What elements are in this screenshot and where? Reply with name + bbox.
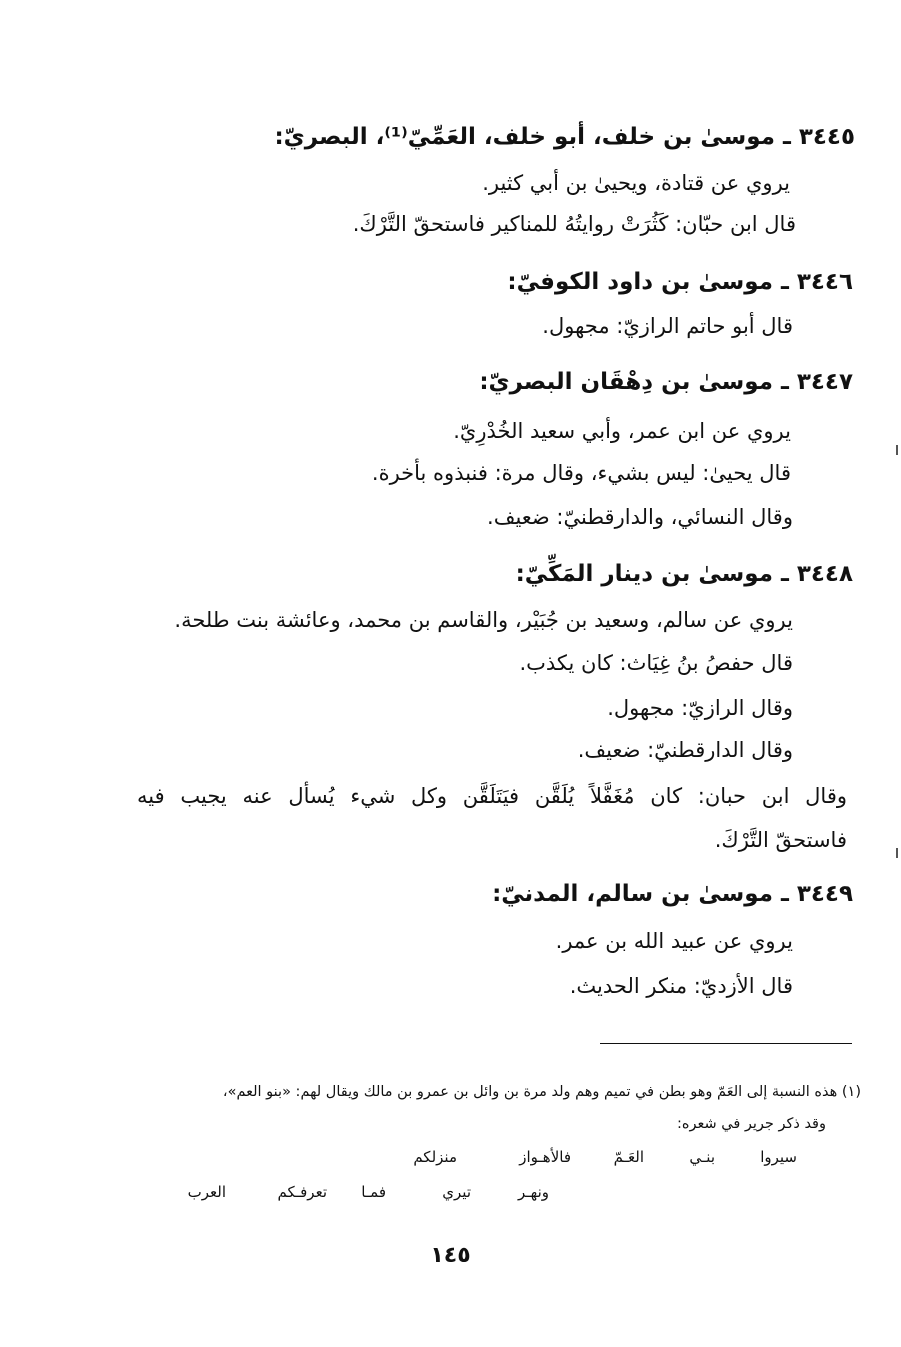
verse-word: سيروا xyxy=(760,1148,797,1166)
entry-title-3447: ٣٤٤٧ ـ موسىٰ بن دِهْقَان البصريّ: xyxy=(479,369,853,395)
verse-word: تعرفـكم xyxy=(277,1183,327,1201)
scan-mark xyxy=(896,848,898,858)
verse-word: العَـمّ xyxy=(613,1148,644,1166)
verse-word: فمـا xyxy=(361,1183,386,1201)
entry-line: فاستحقّ التَّرْكَ. xyxy=(714,828,847,852)
entry-line: قال حفصُ بنُ غِيَاث: كان يكذب. xyxy=(519,651,793,675)
entry-title-3448: ٣٤٤٨ ـ موسىٰ بن دينار المَكِّيّ: xyxy=(515,561,853,587)
entry-line: قال أبو حاتم الرازيّ: مجهول. xyxy=(542,314,793,338)
entry-line: قال الأزديّ: منكر الحديث. xyxy=(569,974,793,998)
entry-line: قال يحيىٰ: ليس بشيء، وقال مرة: فنبذوه بأخرة. xyxy=(371,461,791,485)
entry-title-3445: ٣٤٤٥ ـ موسىٰ بن خلف، أبو خلف، العَمِّيّ⁽¹⁾، البصريّ: xyxy=(274,124,855,150)
scan-mark xyxy=(896,445,898,455)
entry-line: وقال الرازيّ: مجهول. xyxy=(607,696,793,720)
entry-line: قال ابن حبّان: كَثُرَتْ روايتُهُ للمناكير فاستحقّ التَّرْكَ. xyxy=(352,212,796,236)
footnote-line: وقد ذكر جرير في شعره: xyxy=(677,1116,826,1132)
footnote-line: (١) هذه النسبة إلى العَمّ وهو بطن في تميم وهم ولد مرة بن وائل بن عمرو بن مالك ويقال لهم: «بنو العم»، xyxy=(222,1084,861,1100)
verse-word: تيري xyxy=(442,1183,471,1201)
verse-word: بنـي xyxy=(689,1148,715,1166)
entry-line: يروي عن عبيد الله بن عمر. xyxy=(555,929,793,953)
entry-line: يروي عن قتادة، ويحيىٰ بن أبي كثير. xyxy=(482,171,790,195)
page-number: ١٤٥ xyxy=(430,1243,471,1268)
entry-title-3449: ٣٤٤٩ ـ موسىٰ بن سالم، المدنيّ: xyxy=(492,881,853,907)
verse-word: فالأهـواز xyxy=(519,1148,571,1166)
verse-word: ونهـر xyxy=(517,1183,549,1201)
entry-line: يروي عن ابن عمر، وأبي سعيد الخُدْرِيّ. xyxy=(453,419,791,443)
entry-title-3446: ٣٤٤٦ ـ موسىٰ بن داود الكوفيّ: xyxy=(507,269,853,295)
entry-line: يروي عن سالم، وسعيد بن جُبَيْر، والقاسم بن محمد، وعائشة بنت طلحة. xyxy=(174,608,793,632)
verse-word: منزلكم xyxy=(413,1148,457,1166)
verse-word: العرب xyxy=(187,1183,226,1201)
entry-line: وقال ابن حبان: كان مُغَفَّلاً يُلَقَّن فيَتَلَقَّن وكل شيء يُسأل عنه يجيب فيه xyxy=(137,784,847,808)
entry-line: وقال النسائي، والدارقطنيّ: ضعيف. xyxy=(487,505,793,529)
entry-line: وقال الدارقطنيّ: ضعيف. xyxy=(577,738,793,762)
footnote-divider xyxy=(600,1043,852,1044)
